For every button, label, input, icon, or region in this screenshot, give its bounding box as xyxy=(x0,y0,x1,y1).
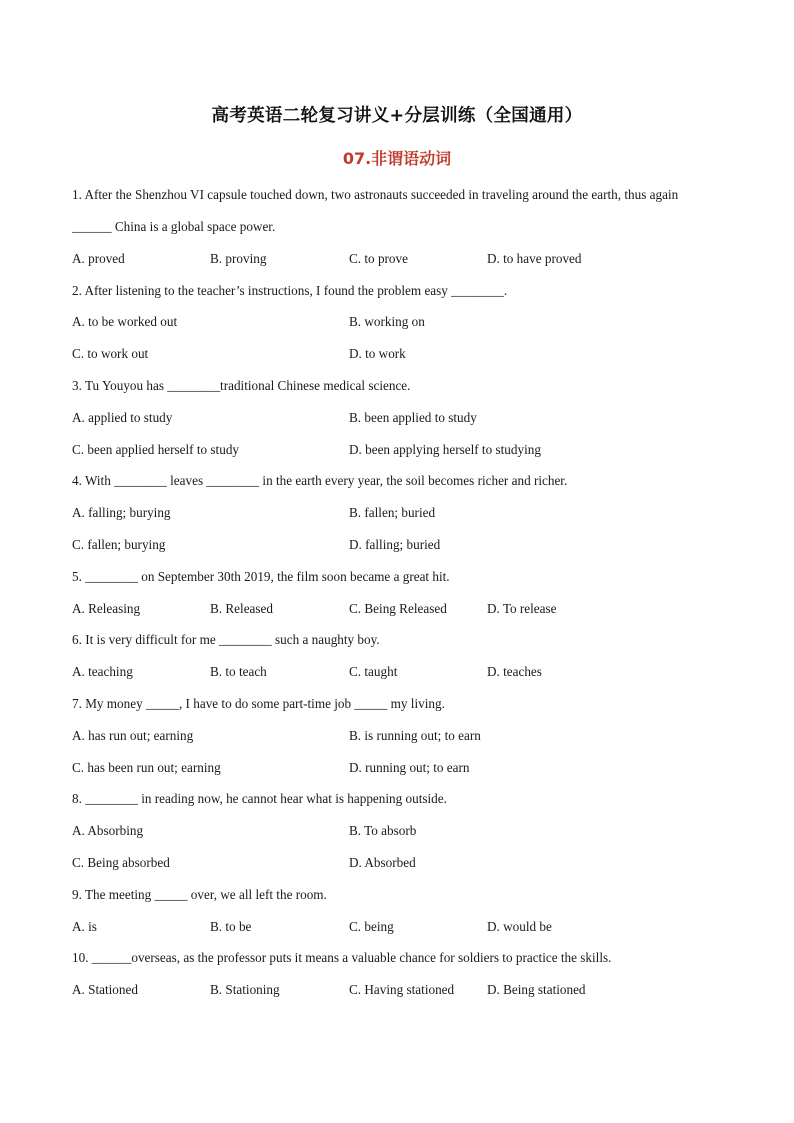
question-7-stem: 7. My money _____, I have to do some part-time job _____ my living. xyxy=(72,696,445,711)
question-1-option-d: D. to have proved xyxy=(487,251,582,266)
question-1-option-a: A. proved xyxy=(72,251,125,266)
question-4-option-c: C. fallen; burying xyxy=(72,537,166,552)
question-9-option-a: A. is xyxy=(72,919,97,934)
question-9-option-d: D. would be xyxy=(487,919,552,934)
question-7-option-c: C. has been run out; earning xyxy=(72,760,221,775)
question-4-stem: 4. With ________ leaves ________ in the earth every year, the soil becomes richer and richer. xyxy=(72,473,568,488)
page-title: 高考英语二轮复习讲义+分层训练（全国通用） xyxy=(211,106,583,126)
question-6-option-b: B. to teach xyxy=(210,664,267,679)
question-8-option-d: D. Absorbed xyxy=(349,855,416,870)
question-1-stem-continued: ______ China is a global space power. xyxy=(72,219,276,234)
question-3-option-b: B. been applied to study xyxy=(349,410,477,425)
question-4-option-a: A. falling; burying xyxy=(72,505,171,520)
question-2-option-c: C. to work out xyxy=(72,346,149,361)
question-6-option-a: A. teaching xyxy=(72,664,133,679)
question-3-option-a: A. applied to study xyxy=(72,410,173,425)
question-2-option-b: B. working on xyxy=(349,314,425,329)
question-7-option-a: A. has run out; earning xyxy=(72,728,194,743)
question-2-option-d: D. to work xyxy=(349,346,406,361)
question-5-option-c: C. Being Released xyxy=(349,601,447,616)
question-10-option-b: B. Stationing xyxy=(210,982,280,997)
question-9-option-b: B. to be xyxy=(210,919,252,934)
question-7-option-b: B. is running out; to earn xyxy=(349,728,481,743)
question-8-stem: 8. ________ in reading now, he cannot hear what is happening outside. xyxy=(72,791,447,806)
question-6-stem: 6. It is very difficult for me ________ such a naughty boy. xyxy=(72,632,380,647)
question-1-option-c: C. to prove xyxy=(349,251,408,266)
question-3-option-c: C. been applied herself to study xyxy=(72,442,240,457)
question-5-option-a: A. Releasing xyxy=(72,601,141,616)
question-4-option-b: B. fallen; buried xyxy=(349,505,436,520)
question-5-option-b: B. Released xyxy=(210,601,273,616)
question-9-stem: 9. The meeting _____ over, we all left the room. xyxy=(72,887,327,902)
question-8-option-b: B. To absorb xyxy=(349,823,417,838)
question-6-option-d: D. teaches xyxy=(487,664,542,679)
question-5-option-d: D. To release xyxy=(487,601,557,616)
question-2-stem: 2. After listening to the teacher’s instructions, I found the problem easy ________. xyxy=(72,283,508,298)
question-3-option-d: D. been applying herself to studying xyxy=(349,442,541,457)
question-3-stem: 3. Tu Youyou has ________traditional Chinese medical science. xyxy=(72,378,411,393)
question-10-option-c: C. Having stationed xyxy=(349,982,455,997)
question-9-option-c: C. being xyxy=(349,919,394,934)
question-10-option-d: D. Being stationed xyxy=(487,982,586,997)
question-6-option-c: C. taught xyxy=(349,664,398,679)
question-1-option-b: B. proving xyxy=(210,251,267,266)
section-title: 07.非谓语动词 xyxy=(342,149,452,168)
question-7-option-d: D. running out; to earn xyxy=(349,760,470,775)
question-1-stem: 1. After the Shenzhou VI capsule touched down, two astronauts succeeded in traveling around the earth, thus again xyxy=(72,187,679,202)
question-2-option-a: A. to be worked out xyxy=(72,314,178,329)
question-4-option-d: D. falling; buried xyxy=(349,537,441,552)
question-5-stem: 5. ________ on September 30th 2019, the film soon became a great hit. xyxy=(72,569,450,584)
question-10-stem: 10. ______overseas, as the professor puts it means a valuable chance for soldiers to practice the skills. xyxy=(72,950,612,965)
question-8-option-c: C. Being absorbed xyxy=(72,855,170,870)
question-8-option-a: A. Absorbing xyxy=(72,823,144,838)
question-10-option-a: A. Stationed xyxy=(72,982,138,997)
